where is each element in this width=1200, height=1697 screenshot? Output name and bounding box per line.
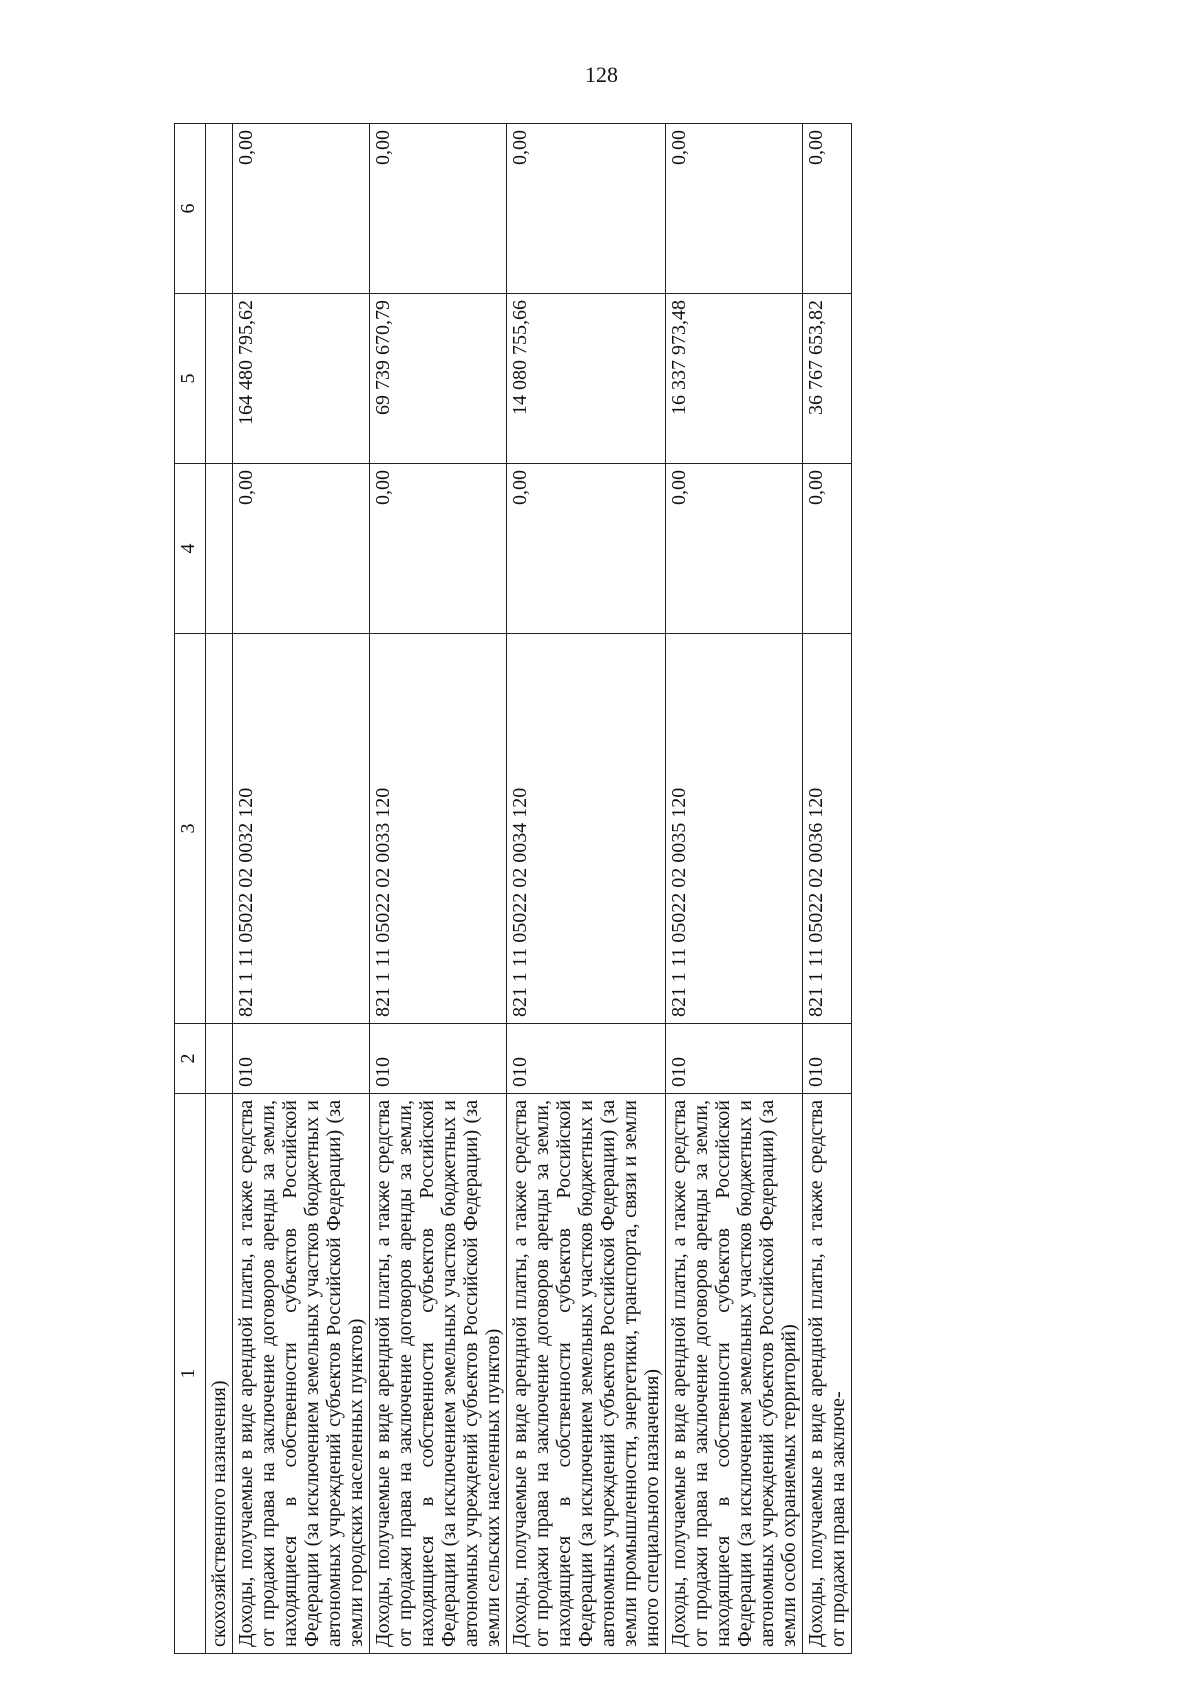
table-row xyxy=(507,124,666,1654)
row-col6-value: 0,00 xyxy=(370,124,507,294)
column-header: 3 xyxy=(175,634,206,1024)
row-description: Доходы, получаемые в виде арендной платы, а также средства от продажи права на заключение договоров аренды за земли, находящиеся в собственности субъектов Российской Федерации (за исключением земельных участков бюджетных и автономных учреждений субъектов Российской Федерации) (за земли промышленности, энергетики, транспорта, связи и земли иного специального назначения) xyxy=(507,1094,666,1654)
row-budget-code: 821 1 11 05022 02 0032 120 xyxy=(233,634,370,1024)
row-line-code: 010 xyxy=(666,1024,803,1094)
page-number: 128 xyxy=(585,62,618,87)
table-row xyxy=(370,124,507,1654)
row-col6-value: 0,00 xyxy=(507,124,666,294)
row-line-code: 010 xyxy=(803,1024,852,1094)
row-col4-value: 0,00 xyxy=(803,464,852,634)
table-row xyxy=(803,124,852,1654)
row-budget-code: 821 1 11 05022 02 0035 120 xyxy=(666,634,803,1024)
row-description: Доходы, получаемые в виде арендной платы, а также средства от продажи права на заключение договоров аренды за земли, находящиеся в собственности субъектов Российской Федерации (за исключением земельных участков бюджетных и автономных учреждений субъектов Российской Федерации) (за земли особо охраняемых территорий) xyxy=(666,1094,803,1654)
column-number-row xyxy=(175,124,206,1654)
column-header: 5 xyxy=(175,294,206,464)
row-col5-value: 14 080 755,66 xyxy=(507,294,666,464)
row-line-code: 010 xyxy=(233,1024,370,1094)
continuation-text: скохозяйственного назначения) xyxy=(206,1094,233,1654)
row-col6-value: 0,00 xyxy=(803,124,852,294)
row-col4-value: 0,00 xyxy=(370,464,507,634)
rotated-table-frame xyxy=(174,124,1120,1654)
row-col5-value: 164 480 795,62 xyxy=(233,294,370,464)
row-description: Доходы, получаемые в виде арендной платы, а также средства от продажи права на заключение договоров аренды за земли, находящиеся в собственности субъектов Российской Федерации (за исключением земельных участков бюджетных и автономных учреждений субъектов Российской Федерации) (за земли городских населенных пунктов) xyxy=(233,1094,370,1654)
row-col6-value: 0,00 xyxy=(233,124,370,294)
row-budget-code: 821 1 11 05022 02 0036 120 xyxy=(803,634,852,1024)
row-description: Доходы, получаемые в виде арендной платы, а также средства от продажи права на заключение договоров аренды за земли, находящиеся в собственности субъектов Российской Федерации (за исключением земельных участков бюджетных и автономных учреждений субъектов Российской Федерации) (за земли сельских населенных пунктов) xyxy=(370,1094,507,1654)
column-header: 1 xyxy=(175,1094,206,1654)
table-row xyxy=(666,124,803,1654)
continuation-row xyxy=(206,124,233,1654)
column-header: 6 xyxy=(175,124,206,294)
row-col5-value: 16 337 973,48 xyxy=(666,294,803,464)
row-line-code: 010 xyxy=(370,1024,507,1094)
row-col4-value: 0,00 xyxy=(507,464,666,634)
row-line-code: 010 xyxy=(507,1024,666,1094)
row-description: Доходы, получаемые в виде арендной платы, а также средства от продажи права на заключе- xyxy=(803,1094,852,1654)
row-col4-value: 0,00 xyxy=(666,464,803,634)
column-header: 2 xyxy=(175,1024,206,1094)
table-row xyxy=(233,124,370,1654)
row-col5-value: 36 767 653,82 xyxy=(803,294,852,464)
row-budget-code: 821 1 11 05022 02 0033 120 xyxy=(370,634,507,1024)
column-header: 4 xyxy=(175,464,206,634)
row-col5-value: 69 739 670,79 xyxy=(370,294,507,464)
row-col4-value: 0,00 xyxy=(233,464,370,634)
row-budget-code: 821 1 11 05022 02 0034 120 xyxy=(507,634,666,1024)
revenue-table xyxy=(174,123,852,1654)
table-container xyxy=(174,124,1120,1654)
row-col6-value: 0,00 xyxy=(666,124,803,294)
